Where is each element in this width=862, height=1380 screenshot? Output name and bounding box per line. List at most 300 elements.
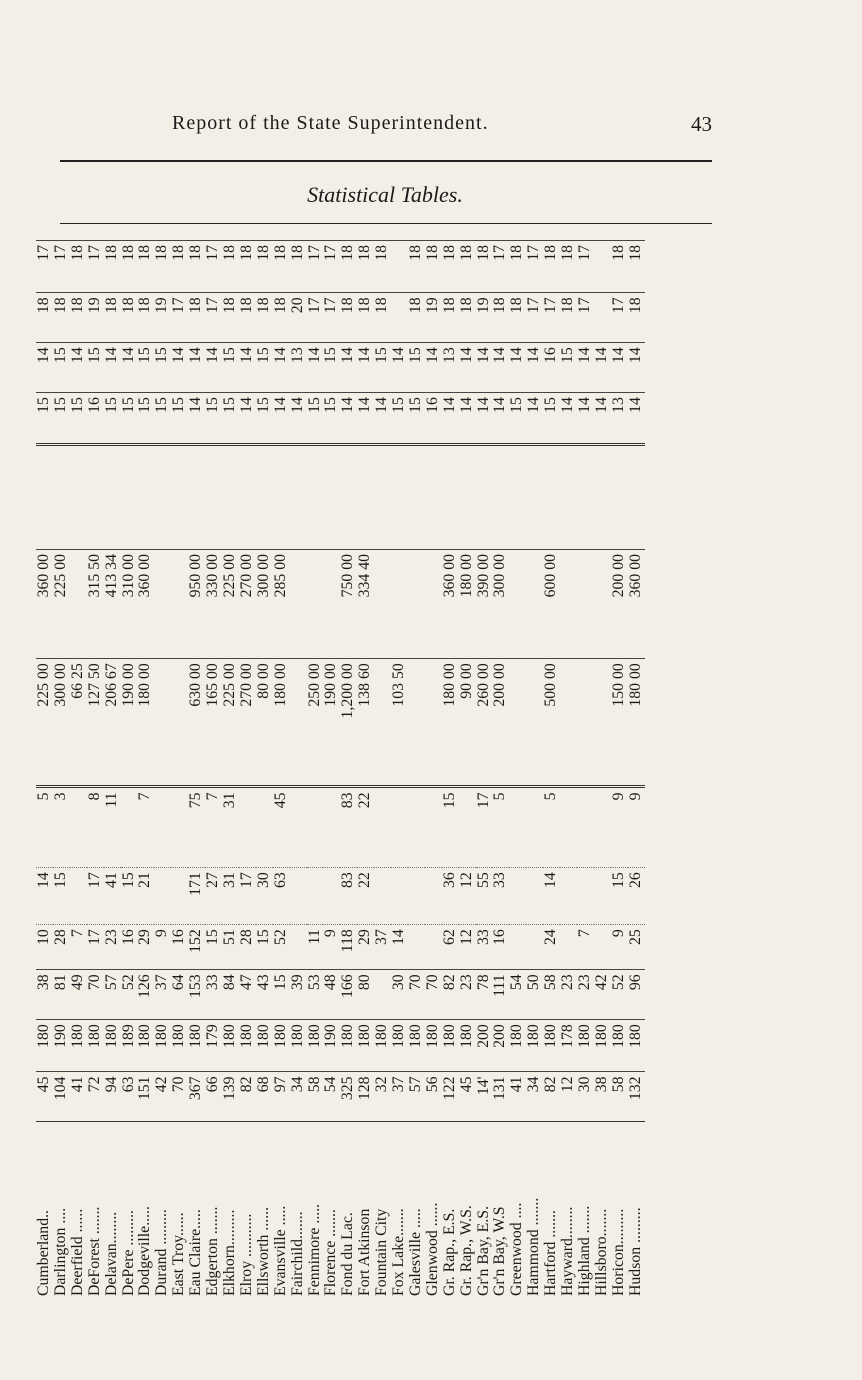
value-cell-c1: 151	[137, 1072, 154, 1122]
value-cell-c2: 180	[357, 1020, 374, 1072]
table-row	[205, 241, 222, 1301]
value-cell-c10: 14	[560, 393, 577, 445]
district-name-cell: Eau Claire.....	[188, 1122, 205, 1300]
table-row	[577, 241, 594, 1301]
value-cell-c10: 15	[137, 393, 154, 445]
value-cell-c5: 26	[628, 868, 645, 925]
table-row	[239, 241, 256, 1301]
district-name-cell: Highland .......	[577, 1122, 594, 1300]
value-cell-c2: 180	[256, 1020, 273, 1072]
value-cell-c5: 15	[121, 868, 138, 925]
value-cell-c4: 16	[492, 925, 509, 970]
table-row	[560, 241, 577, 1301]
value-cell-c7	[171, 659, 188, 787]
value-cell-c3: 43	[256, 970, 273, 1020]
value-cell-c6	[594, 787, 611, 868]
value-cell-c2: 180	[188, 1020, 205, 1072]
value-cell-c8: 950 00	[188, 549, 205, 658]
value-cell-c4: 10	[36, 925, 53, 970]
value-cell-c6	[408, 787, 425, 868]
value-cell-c7: 138 60	[357, 659, 374, 787]
value-cell-c11: 15	[323, 343, 340, 393]
value-cell-c10: 14	[459, 393, 476, 445]
value-cell-c6	[560, 787, 577, 868]
value-cell-c4: 7	[70, 925, 87, 970]
district-name-cell: Elkhorn.........	[222, 1122, 239, 1300]
value-cell-c9	[459, 445, 476, 550]
table-row	[340, 241, 357, 1301]
value-cell-c8	[509, 549, 526, 658]
value-cell-c4: 12	[459, 925, 476, 970]
table-row	[290, 241, 307, 1301]
value-cell-c5: 21	[137, 868, 154, 925]
value-cell-c11: 14	[628, 343, 645, 393]
value-cell-c6	[256, 787, 273, 868]
value-cell-c7: 190 00	[323, 659, 340, 787]
value-cell-c2: 180	[137, 1020, 154, 1072]
value-cell-c9	[442, 445, 459, 550]
value-cell-c10: 14	[442, 393, 459, 445]
value-cell-c7: 180 00	[628, 659, 645, 787]
value-cell-c8: 300 00	[256, 549, 273, 658]
value-cell-c2: 190	[53, 1020, 70, 1072]
value-cell-c12: 17	[526, 293, 543, 343]
value-cell-c7: 80 00	[256, 659, 273, 787]
value-cell-c2: 180	[577, 1020, 594, 1072]
value-cell-c10: 15	[121, 393, 138, 445]
value-cell-c6: 11	[104, 787, 121, 868]
value-cell-c12: 18	[239, 293, 256, 343]
table-row	[273, 241, 290, 1301]
value-cell-c6	[526, 787, 543, 868]
value-cell-c1: 68	[256, 1072, 273, 1122]
value-cell-c12: 19	[87, 293, 104, 343]
value-cell-c5: 14	[543, 868, 560, 925]
value-cell-c8: 330 00	[205, 549, 222, 658]
value-cell-c6	[425, 787, 442, 868]
value-cell-c2: 180	[87, 1020, 104, 1072]
value-cell-c1: 63	[121, 1072, 138, 1122]
value-cell-c2: 180	[104, 1020, 121, 1072]
value-cell-c12: 17	[205, 293, 222, 343]
value-cell-c7: 103 50	[391, 659, 408, 787]
value-cell-c5	[154, 868, 171, 925]
value-cell-c10: 15	[256, 393, 273, 445]
value-cell-c6: 9	[628, 787, 645, 868]
value-cell-c7: 150 00	[611, 659, 628, 787]
value-cell-c11: 13	[442, 343, 459, 393]
table-row	[611, 241, 628, 1301]
table-row	[171, 241, 188, 1301]
value-cell-c2: 180	[374, 1020, 391, 1072]
value-cell-c6: 15	[442, 787, 459, 868]
value-cell-c12: 18	[374, 293, 391, 343]
value-cell-c8: 180 00	[459, 549, 476, 658]
value-cell-c4: 14	[391, 925, 408, 970]
value-cell-c4	[594, 925, 611, 970]
value-cell-c8: 310 00	[121, 549, 138, 658]
value-cell-c8: 360 00	[36, 549, 53, 658]
table-row	[357, 241, 374, 1301]
value-cell-c4: 25	[628, 925, 645, 970]
value-cell-c1: 82	[543, 1072, 560, 1122]
value-cell-c5: 12	[459, 868, 476, 925]
value-cell-c1: 131	[492, 1072, 509, 1122]
table-row	[594, 241, 611, 1301]
table-row	[408, 241, 425, 1301]
value-cell-c4: 52	[273, 925, 290, 970]
value-cell-c10: 14	[239, 393, 256, 445]
value-cell-c9	[560, 445, 577, 550]
value-cell-c3: 111	[492, 970, 509, 1020]
running-head	[60, 112, 712, 142]
value-cell-c3: 64	[171, 970, 188, 1020]
value-cell-c8	[577, 549, 594, 658]
value-cell-c11: 14	[476, 343, 493, 393]
value-cell-c7	[526, 659, 543, 787]
value-cell-c1: 54	[323, 1072, 340, 1122]
value-cell-c5	[560, 868, 577, 925]
value-cell-c13: 17	[526, 241, 543, 293]
district-name-cell: Gr'n Bay, E.S.	[476, 1122, 493, 1300]
value-cell-c9	[526, 445, 543, 550]
value-cell-c13: 18	[408, 241, 425, 293]
value-cell-c5: 14	[36, 868, 53, 925]
value-cell-c13: 18	[442, 241, 459, 293]
table-row	[391, 241, 408, 1301]
value-cell-c1: 139	[222, 1072, 239, 1122]
value-cell-c10: 15	[543, 393, 560, 445]
value-cell-c3: 84	[222, 970, 239, 1020]
value-cell-c4: 62	[442, 925, 459, 970]
value-cell-c10: 15	[323, 393, 340, 445]
value-cell-c1: 70	[171, 1072, 188, 1122]
table-row	[543, 241, 560, 1301]
value-cell-c13: 18	[611, 241, 628, 293]
value-cell-c2: 180	[307, 1020, 324, 1072]
value-cell-c5: 83	[340, 868, 357, 925]
value-cell-c11: 14	[391, 343, 408, 393]
value-cell-c3: 80	[357, 970, 374, 1020]
value-cell-c9	[492, 445, 509, 550]
value-cell-c11: 15	[154, 343, 171, 393]
value-cell-c10: 15	[171, 393, 188, 445]
value-cell-c2: 180	[36, 1020, 53, 1072]
value-cell-c4: 152	[188, 925, 205, 970]
value-cell-c5: 17	[239, 868, 256, 925]
value-cell-c11: 14	[594, 343, 611, 393]
value-cell-c11: 16	[543, 343, 560, 393]
value-cell-c3: 54	[509, 970, 526, 1020]
value-cell-c8	[526, 549, 543, 658]
value-cell-c2: 180	[543, 1020, 560, 1072]
value-cell-c6: 7	[205, 787, 222, 868]
value-cell-c3	[374, 970, 391, 1020]
value-cell-c3: 38	[36, 970, 53, 1020]
value-cell-c8	[425, 549, 442, 658]
value-cell-c5	[323, 868, 340, 925]
value-cell-c7: 270 00	[239, 659, 256, 787]
value-cell-c12: 19	[154, 293, 171, 343]
value-cell-c6: 5	[543, 787, 560, 868]
value-cell-c3: 33	[205, 970, 222, 1020]
value-cell-c7: 630 00	[188, 659, 205, 787]
value-cell-c11: 14	[239, 343, 256, 393]
value-cell-c7: 300 00	[53, 659, 70, 787]
value-cell-c2: 180	[526, 1020, 543, 1072]
value-cell-c2: 180	[425, 1020, 442, 1072]
value-cell-c2: 190	[323, 1020, 340, 1072]
value-cell-c11: 14	[340, 343, 357, 393]
district-name-cell: Hammond .......	[526, 1122, 543, 1300]
running-title: Report of the State Superintendent.	[172, 112, 489, 134]
value-cell-c6	[290, 787, 307, 868]
value-cell-c6	[509, 787, 526, 868]
value-cell-c8: 413 34	[104, 549, 121, 658]
value-cell-c5: 33	[492, 868, 509, 925]
value-cell-c11: 14	[611, 343, 628, 393]
value-cell-c1: 42	[154, 1072, 171, 1122]
value-cell-c13: 18	[137, 241, 154, 293]
value-cell-c7: 180 00	[273, 659, 290, 787]
value-cell-c11: 13	[290, 343, 307, 393]
district-name-cell: Edgerton .......	[205, 1122, 222, 1300]
value-cell-c3: 23	[560, 970, 577, 1020]
value-cell-c13: 17	[205, 241, 222, 293]
value-cell-c4: 7	[577, 925, 594, 970]
value-cell-c13: 18	[290, 241, 307, 293]
value-cell-c9	[70, 445, 87, 550]
value-cell-c4: 11	[307, 925, 324, 970]
table-row	[256, 241, 273, 1301]
value-cell-c13: 17	[53, 241, 70, 293]
value-cell-c6: 17	[476, 787, 493, 868]
value-cell-c5: 27	[205, 868, 222, 925]
value-cell-c13: 18	[543, 241, 560, 293]
value-cell-c8: 315 50	[87, 549, 104, 658]
value-cell-c10: 14	[476, 393, 493, 445]
value-cell-c10: 15	[408, 393, 425, 445]
value-cell-c4: 118	[340, 925, 357, 970]
value-cell-c13: 18	[425, 241, 442, 293]
value-cell-c11: 15	[222, 343, 239, 393]
value-cell-c11: 14	[121, 343, 138, 393]
value-cell-c4: 29	[137, 925, 154, 970]
value-cell-c13: 18	[374, 241, 391, 293]
value-cell-c3: 47	[239, 970, 256, 1020]
value-cell-c13: 18	[121, 241, 138, 293]
table-row	[137, 241, 154, 1301]
value-cell-c11: 14	[526, 343, 543, 393]
value-cell-c13: 18	[476, 241, 493, 293]
value-cell-c13: 18	[357, 241, 374, 293]
value-cell-c13: 17	[577, 241, 594, 293]
value-cell-c12: 18	[188, 293, 205, 343]
value-cell-c9	[323, 445, 340, 550]
value-cell-c4: 15	[205, 925, 222, 970]
value-cell-c8: 300 00	[492, 549, 509, 658]
value-cell-c5: 171	[188, 868, 205, 925]
district-name-cell: Durand .........	[154, 1122, 171, 1300]
value-cell-c1: 97	[273, 1072, 290, 1122]
value-cell-c11: 14	[509, 343, 526, 393]
value-cell-c2: 180	[611, 1020, 628, 1072]
value-cell-c3: 15	[273, 970, 290, 1020]
value-cell-c1: 37	[391, 1072, 408, 1122]
value-cell-c13: 17	[492, 241, 509, 293]
value-cell-c1: 132	[628, 1072, 645, 1122]
value-cell-c9	[53, 445, 70, 550]
value-cell-c6: 5	[492, 787, 509, 868]
district-name-cell: Gr. Rap., W.S.	[459, 1122, 476, 1300]
value-cell-c9	[628, 445, 645, 550]
value-cell-c12: 18	[509, 293, 526, 343]
value-cell-c1: 34	[290, 1072, 307, 1122]
value-cell-c11: 14	[70, 343, 87, 393]
value-cell-c9	[205, 445, 222, 550]
value-cell-c10: 14	[374, 393, 391, 445]
value-cell-c3: 126	[137, 970, 154, 1020]
value-cell-c1: 128	[357, 1072, 374, 1122]
value-cell-c11: 15	[87, 343, 104, 393]
value-cell-c3: 52	[611, 970, 628, 1020]
value-cell-c5: 41	[104, 868, 121, 925]
value-cell-c7: 165 00	[205, 659, 222, 787]
value-cell-c10: 14	[577, 393, 594, 445]
value-cell-c1: 30	[577, 1072, 594, 1122]
value-cell-c7	[577, 659, 594, 787]
value-cell-c4: 51	[222, 925, 239, 970]
value-cell-c13: 18	[560, 241, 577, 293]
value-cell-c9	[391, 445, 408, 550]
value-cell-c5	[594, 868, 611, 925]
value-cell-c5	[509, 868, 526, 925]
value-cell-c3: 48	[323, 970, 340, 1020]
value-cell-c12: 17	[577, 293, 594, 343]
district-name-cell: Evansville .....	[273, 1122, 290, 1300]
value-cell-c12: 17	[543, 293, 560, 343]
table-row	[53, 241, 70, 1301]
value-cell-c6	[307, 787, 324, 868]
value-cell-c7	[290, 659, 307, 787]
value-cell-c4: 16	[121, 925, 138, 970]
value-cell-c8	[374, 549, 391, 658]
value-cell-c5: 15	[611, 868, 628, 925]
value-cell-c5	[526, 868, 543, 925]
value-cell-c13: 17	[307, 241, 324, 293]
value-cell-c9	[290, 445, 307, 550]
value-cell-c7: 180 00	[137, 659, 154, 787]
value-cell-c12: 17	[611, 293, 628, 343]
value-cell-c8	[307, 549, 324, 658]
value-cell-c10: 15	[391, 393, 408, 445]
value-cell-c2: 180	[340, 1020, 357, 1072]
district-name-cell: Fairchild.......	[290, 1122, 307, 1300]
value-cell-c3: 82	[442, 970, 459, 1020]
value-cell-c10: 14	[188, 393, 205, 445]
value-cell-c1: 66	[205, 1072, 222, 1122]
value-cell-c9	[577, 445, 594, 550]
value-cell-c4: 9	[154, 925, 171, 970]
value-cell-c10: 13	[611, 393, 628, 445]
section-subtitle: Statistical Tables.	[307, 182, 463, 207]
value-cell-c4: 23	[104, 925, 121, 970]
value-cell-c12: 18	[357, 293, 374, 343]
value-cell-c1: 41	[70, 1072, 87, 1122]
value-cell-c1: 72	[87, 1072, 104, 1122]
value-cell-c13: 18	[509, 241, 526, 293]
value-cell-c10: 14	[273, 393, 290, 445]
value-cell-c10: 14	[628, 393, 645, 445]
value-cell-c6	[239, 787, 256, 868]
value-cell-c4: 24	[543, 925, 560, 970]
value-cell-c5: 55	[476, 868, 493, 925]
value-cell-c9	[594, 445, 611, 550]
value-cell-c6: 3	[53, 787, 70, 868]
value-cell-c13: 17	[36, 241, 53, 293]
value-cell-c1: 32	[374, 1072, 391, 1122]
value-cell-c5	[171, 868, 188, 925]
value-cell-c4	[425, 925, 442, 970]
district-name-cell: Galesville .....	[408, 1122, 425, 1300]
value-cell-c10: 14	[357, 393, 374, 445]
value-cell-c1: 56	[425, 1072, 442, 1122]
value-cell-c13: 18	[188, 241, 205, 293]
district-name-cell: Fort Atkinson	[357, 1122, 374, 1300]
value-cell-c7: 200 00	[492, 659, 509, 787]
value-cell-c12: 18	[628, 293, 645, 343]
value-cell-c7	[408, 659, 425, 787]
value-cell-c2: 180	[154, 1020, 171, 1072]
district-name-cell: Greenwood ....	[509, 1122, 526, 1300]
district-name-cell: DePere .........	[121, 1122, 138, 1300]
value-cell-c12: 18	[70, 293, 87, 343]
table-row	[509, 241, 526, 1301]
value-cell-c6	[323, 787, 340, 868]
value-cell-c10: 15	[70, 393, 87, 445]
value-cell-c12: 18	[340, 293, 357, 343]
value-cell-c2: 200	[476, 1020, 493, 1072]
value-cell-c8: 390 00	[476, 549, 493, 658]
value-cell-c9	[476, 445, 493, 550]
district-name-cell: Florence .......	[323, 1122, 340, 1300]
district-name-cell: Elroy ...........	[239, 1122, 256, 1300]
value-cell-c4: 33	[476, 925, 493, 970]
value-cell-c9	[137, 445, 154, 550]
district-name-cell: Deerfield ......	[70, 1122, 87, 1300]
district-name-cell: Gr. Rap., E.S.	[442, 1122, 459, 1300]
value-cell-c12: 18	[222, 293, 239, 343]
table-row	[628, 241, 645, 1301]
value-cell-c2: 180	[222, 1020, 239, 1072]
value-cell-c6: 5	[36, 787, 53, 868]
value-cell-c6: 8	[87, 787, 104, 868]
value-cell-c3: 30	[391, 970, 408, 1020]
value-cell-c2: 180	[273, 1020, 290, 1072]
value-cell-c11: 15	[137, 343, 154, 393]
value-cell-c1: 122	[442, 1072, 459, 1122]
value-cell-c4: 17	[87, 925, 104, 970]
district-name-cell: East Troy......	[171, 1122, 188, 1300]
value-cell-c3: 70	[408, 970, 425, 1020]
value-cell-c6: 45	[273, 787, 290, 868]
value-cell-c12: 18	[442, 293, 459, 343]
district-name-cell: Hillsboro.......	[594, 1122, 611, 1300]
value-cell-c4: 37	[374, 925, 391, 970]
value-cell-c8: 600 00	[543, 549, 560, 658]
value-cell-c12	[594, 293, 611, 343]
value-cell-c9	[611, 445, 628, 550]
